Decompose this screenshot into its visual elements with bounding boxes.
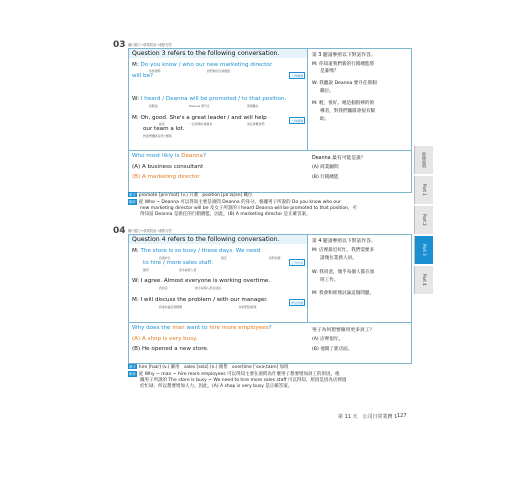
question-number: 03 — [113, 40, 126, 50]
tag: 想法改變 — [291, 301, 304, 305]
gloss: 我聽說 — [149, 104, 158, 108]
q4-line-2: W: I agree. Almost everyone is working overtime. — [132, 278, 271, 284]
side-tab-part4[interactable]: Part 4 — [414, 266, 433, 294]
q3-question-zh: Deanna 最有可能是誰？ — [312, 156, 366, 161]
zh-line: W: 我聽說 Deanna 要升任那個 — [312, 81, 377, 86]
side-tab-part2[interactable]: Part 2 — [414, 206, 433, 234]
q4-title-en: Question 4 refers to the following conversation. — [132, 236, 280, 243]
q3-vocab: 單字 promote [prəˈmot] (v.) 升遷 position [pəˈzɪʃən] 職位 — [129, 193, 253, 198]
footer-chapter: 第 11 天 公司日常業務 1 — [338, 414, 398, 420]
option-b-zh: (B) 行銷總監 — [312, 175, 339, 180]
zh-line: M: 喔，很好。她是個很棒的領 — [312, 101, 375, 106]
question-heading: 圖片聽力→情境對話→重點句型 — [128, 229, 172, 233]
zh-line: M: 店裡最近好忙，我們需要多 — [312, 248, 375, 253]
zh-line: 請幾位業務人員。 — [320, 256, 357, 261]
gloss: 一位很棒的領導者 — [189, 122, 213, 126]
zh-line: 導者，對我們團隊會很有幫 — [320, 109, 376, 114]
q3-title-zh: 第 3 題請參照以下對話作答。 — [312, 53, 376, 58]
gloss: 那個職位 — [247, 104, 259, 108]
q4-question-zh: 男子為何想要僱用更多員工？ — [312, 328, 375, 333]
q4-panel — [128, 234, 412, 364]
zh-line: 職位。 — [320, 89, 334, 94]
gloss: 僱用 — [143, 268, 149, 272]
q4-vocab: 單字 hire [haɪr] (v.) 僱用 sales [selz] (n.) 銷售 overtime [ˈovɚˌtaɪm] 加班 — [129, 365, 289, 370]
q3-explanation: 解析 從 Who ~ Deanna 可以得知主要是詢問 Deanna 的身分。根據男子所說的 Do you know who our new marketing director will be 及女子所說的 I heard Deanna will be promoted to that position，可 得知道 Deanna 是新任的行銷總監，因此，(B) A marketing director 是正確答案。 — [129, 200, 357, 218]
q4-line-1: M: The store is so busy / these days. We need — [132, 248, 261, 254]
question-number: 04 — [113, 226, 126, 236]
tag: 人物職稱 — [291, 74, 304, 78]
zh-line: 是誰嗎？ — [320, 69, 339, 74]
zh-line: 助。 — [320, 117, 330, 122]
gloss: 更多銷售人員 — [179, 268, 197, 272]
q3-line-1b: will be? — [132, 73, 153, 79]
q4-question: Why does the man want to hire more employees? — [132, 325, 272, 331]
option-b-zh: (B) 他開了新店面。 — [312, 347, 353, 352]
option-a-zh: (A) 店裡很忙。 — [312, 337, 344, 342]
q4-title-zh: 第 4 題請參照以下對話作答。 — [312, 239, 376, 244]
option-a-zh: (A) 商業顧問 — [312, 165, 339, 170]
q3-panel — [128, 48, 412, 193]
q4-line-1b: to hire / more sales staff. — [143, 260, 214, 266]
q4-explanation: 解析 從 Why ~ man ~ hire more employees 可以得知主要在詢問為什麼男子想要增加員工的原因。根 據男子所說的 The store is busy ~ We need to hire more sales staff 可以得知，原因是因為店裡過 於忙碌，所以想要增加人力。因此，(A) A shop is very busy 是正確答案。 — [129, 372, 347, 390]
zh-line: W: 我同意，幾乎每個人都在加 — [312, 270, 375, 275]
option-b[interactable]: (B) A marketing director — [132, 174, 200, 180]
gloss: 最近 — [221, 256, 227, 260]
gloss: 我們新的行銷總監 — [207, 69, 231, 73]
option-a[interactable]: (A) A shop is very busy. — [132, 336, 198, 342]
q3-question: Who most likly is Deanna? — [132, 153, 206, 159]
gloss: 對我們團隊有很大幫助 — [143, 134, 172, 138]
gloss: 幾乎每個人都在加班 — [195, 286, 222, 290]
side-tab-intro[interactable]: 收錄說明 — [414, 146, 433, 174]
question-heading: 圖片聽力→情境對話→重點句型 — [128, 43, 172, 47]
page-number: 127 — [397, 413, 407, 419]
q3-line-3: M: Oh, good. She's a great leader / and will help — [132, 115, 267, 121]
tag: 工作內容 — [291, 261, 304, 265]
side-tab-part3[interactable]: Part 3 — [414, 236, 433, 264]
zh-line: M: 你知道我們新的行銷總監將 — [312, 62, 375, 67]
tag: 人物職稱 — [291, 119, 304, 123]
gloss: 我同意 — [159, 286, 168, 290]
side-tab-part1[interactable]: Part 1 — [414, 176, 433, 204]
zh-line: M: 我會和經理討論這個問題。 — [312, 291, 375, 296]
gloss: 我們需要 — [269, 256, 281, 260]
gloss: 店裡好忙 — [159, 256, 171, 260]
gloss: 她是 — [159, 122, 165, 126]
q3-line-1: M: Do you know / who our new marketing director — [132, 62, 272, 68]
option-b[interactable]: (B) He opened a new store. — [132, 346, 209, 352]
q3-line-2: W: I heard / Deanna will be promoted / to that position. — [132, 96, 287, 102]
zh-line: 班工作。 — [320, 278, 339, 283]
gloss: 而且會幫我們 — [247, 122, 265, 126]
q3-title-en: Question 3 refers to the following conversation. — [132, 50, 280, 57]
gloss: Deanna 將升任 — [189, 104, 210, 108]
q4-line-3: M: I will discuss the problem / with our manager. — [132, 297, 268, 303]
option-a[interactable]: (A) A business consultant — [132, 164, 204, 170]
gloss: 你知道嗎 — [149, 69, 161, 73]
gloss: 我會討論這個問題 — [159, 305, 183, 309]
q3-line-3b: our team a lot. — [143, 126, 185, 132]
gloss: 和我們的經理 — [239, 305, 257, 309]
